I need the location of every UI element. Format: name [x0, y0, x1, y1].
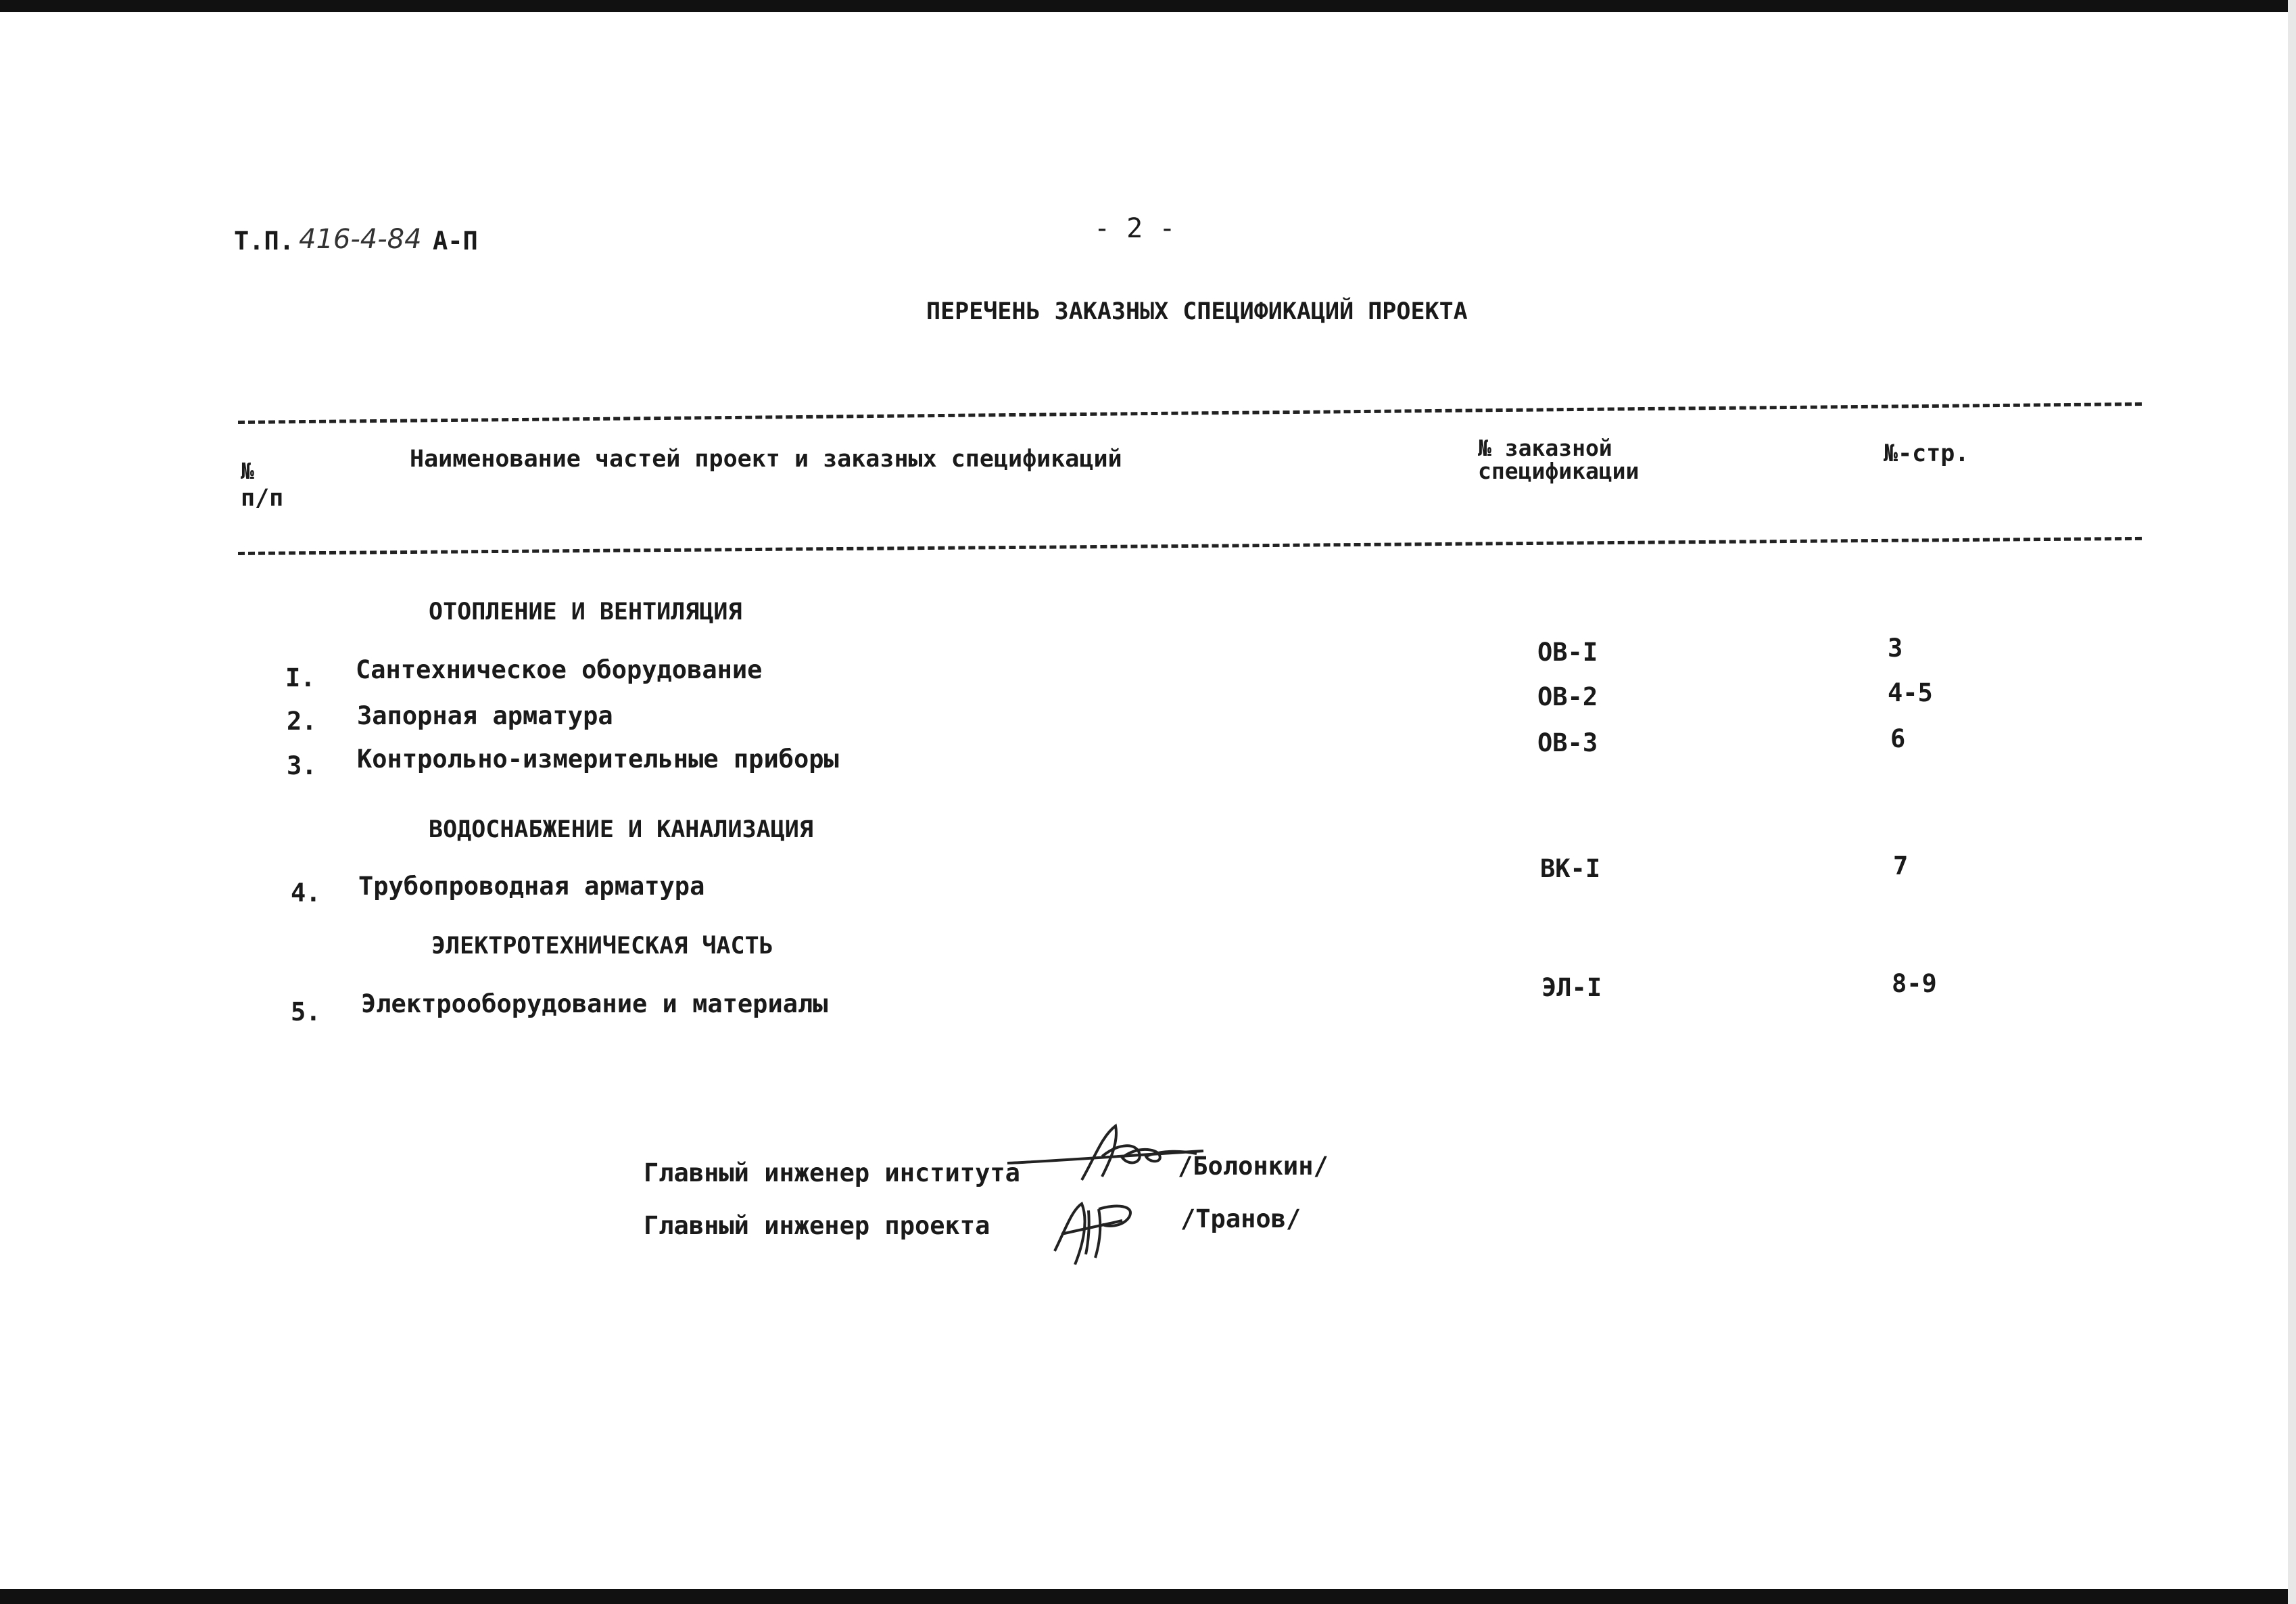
row-page: 4-5 [1888, 678, 1933, 707]
row-page: 7 [1893, 851, 1909, 880]
row-name: Сантехническое оборудование [356, 655, 763, 684]
row-name: Запорная арматура [357, 701, 613, 730]
handwritten-signature-1 [1001, 1116, 1217, 1190]
row-number: 4. [291, 878, 321, 907]
page-number: - 2 - [1094, 213, 1176, 244]
page-title: ПЕРЕЧЕНЬ ЗАКАЗНЫХ СПЕЦИФИКАЦИЙ ПРОЕКТА [926, 298, 1468, 325]
section-title-water: ВОДОСНАБЖЕНИЕ И КАНАЛИЗАЦИЯ [429, 816, 813, 843]
column-header-name: Наименование частей проект и заказных спецификаций [410, 446, 1122, 473]
doc-code-suffix: А-П [433, 227, 478, 256]
row-number: 3. [287, 751, 317, 780]
row-page: 3 [1888, 634, 1903, 663]
scan-border-bottom [0, 1589, 2296, 1604]
row-name: Электрооборудование и материалы [361, 989, 828, 1018]
signature-role-project: Главный инженер проекта [644, 1211, 990, 1240]
scan-border-top [0, 0, 2296, 12]
row-spec: ОВ-2 [1537, 682, 1598, 711]
row-spec: ОВ-I [1537, 638, 1598, 667]
column-header-num-line1: № [241, 458, 254, 484]
signature-name-institute: /Болонкин/ [1178, 1152, 1329, 1181]
row-number: I. [285, 663, 316, 692]
row-number: 5. [291, 997, 321, 1027]
row-page: 6 [1890, 724, 1906, 753]
row-spec: ОВ-3 [1537, 728, 1598, 757]
column-header-spec-line1: № заказной [1478, 435, 1612, 461]
section-title-electrical: ЭЛЕКТРОТЕХНИЧЕСКАЯ ЧАСТЬ [431, 933, 773, 960]
signature-name-project: /Транов/ [1180, 1204, 1301, 1233]
scan-border-right [2288, 0, 2296, 1604]
handwritten-signature-2 [1041, 1190, 1156, 1271]
column-header-spec-line2: спецификации [1478, 458, 1640, 484]
row-name: Трубопроводная арматура [358, 872, 705, 901]
row-name: Контрольно-измерительные приборы [357, 745, 839, 774]
doc-code-handwritten: 416-4-84 [299, 224, 422, 255]
signature-role-institute: Главный инженер института [644, 1158, 1020, 1187]
column-header-page: №-стр. [1884, 440, 1969, 467]
row-number: 2. [287, 707, 317, 736]
row-page: 8-9 [1892, 969, 1937, 998]
table-top-rule [238, 402, 2142, 424]
row-spec: ВК-I [1540, 854, 1601, 883]
section-title-heating: ОТОПЛЕНИЕ И ВЕНТИЛЯЦИЯ [429, 598, 742, 626]
row-spec: ЭЛ-I [1541, 973, 1602, 1002]
doc-code-prefix: Т.П. [234, 227, 295, 256]
table-header-bottom-rule [238, 537, 2142, 555]
column-header-num-line2: п/п [241, 485, 284, 512]
